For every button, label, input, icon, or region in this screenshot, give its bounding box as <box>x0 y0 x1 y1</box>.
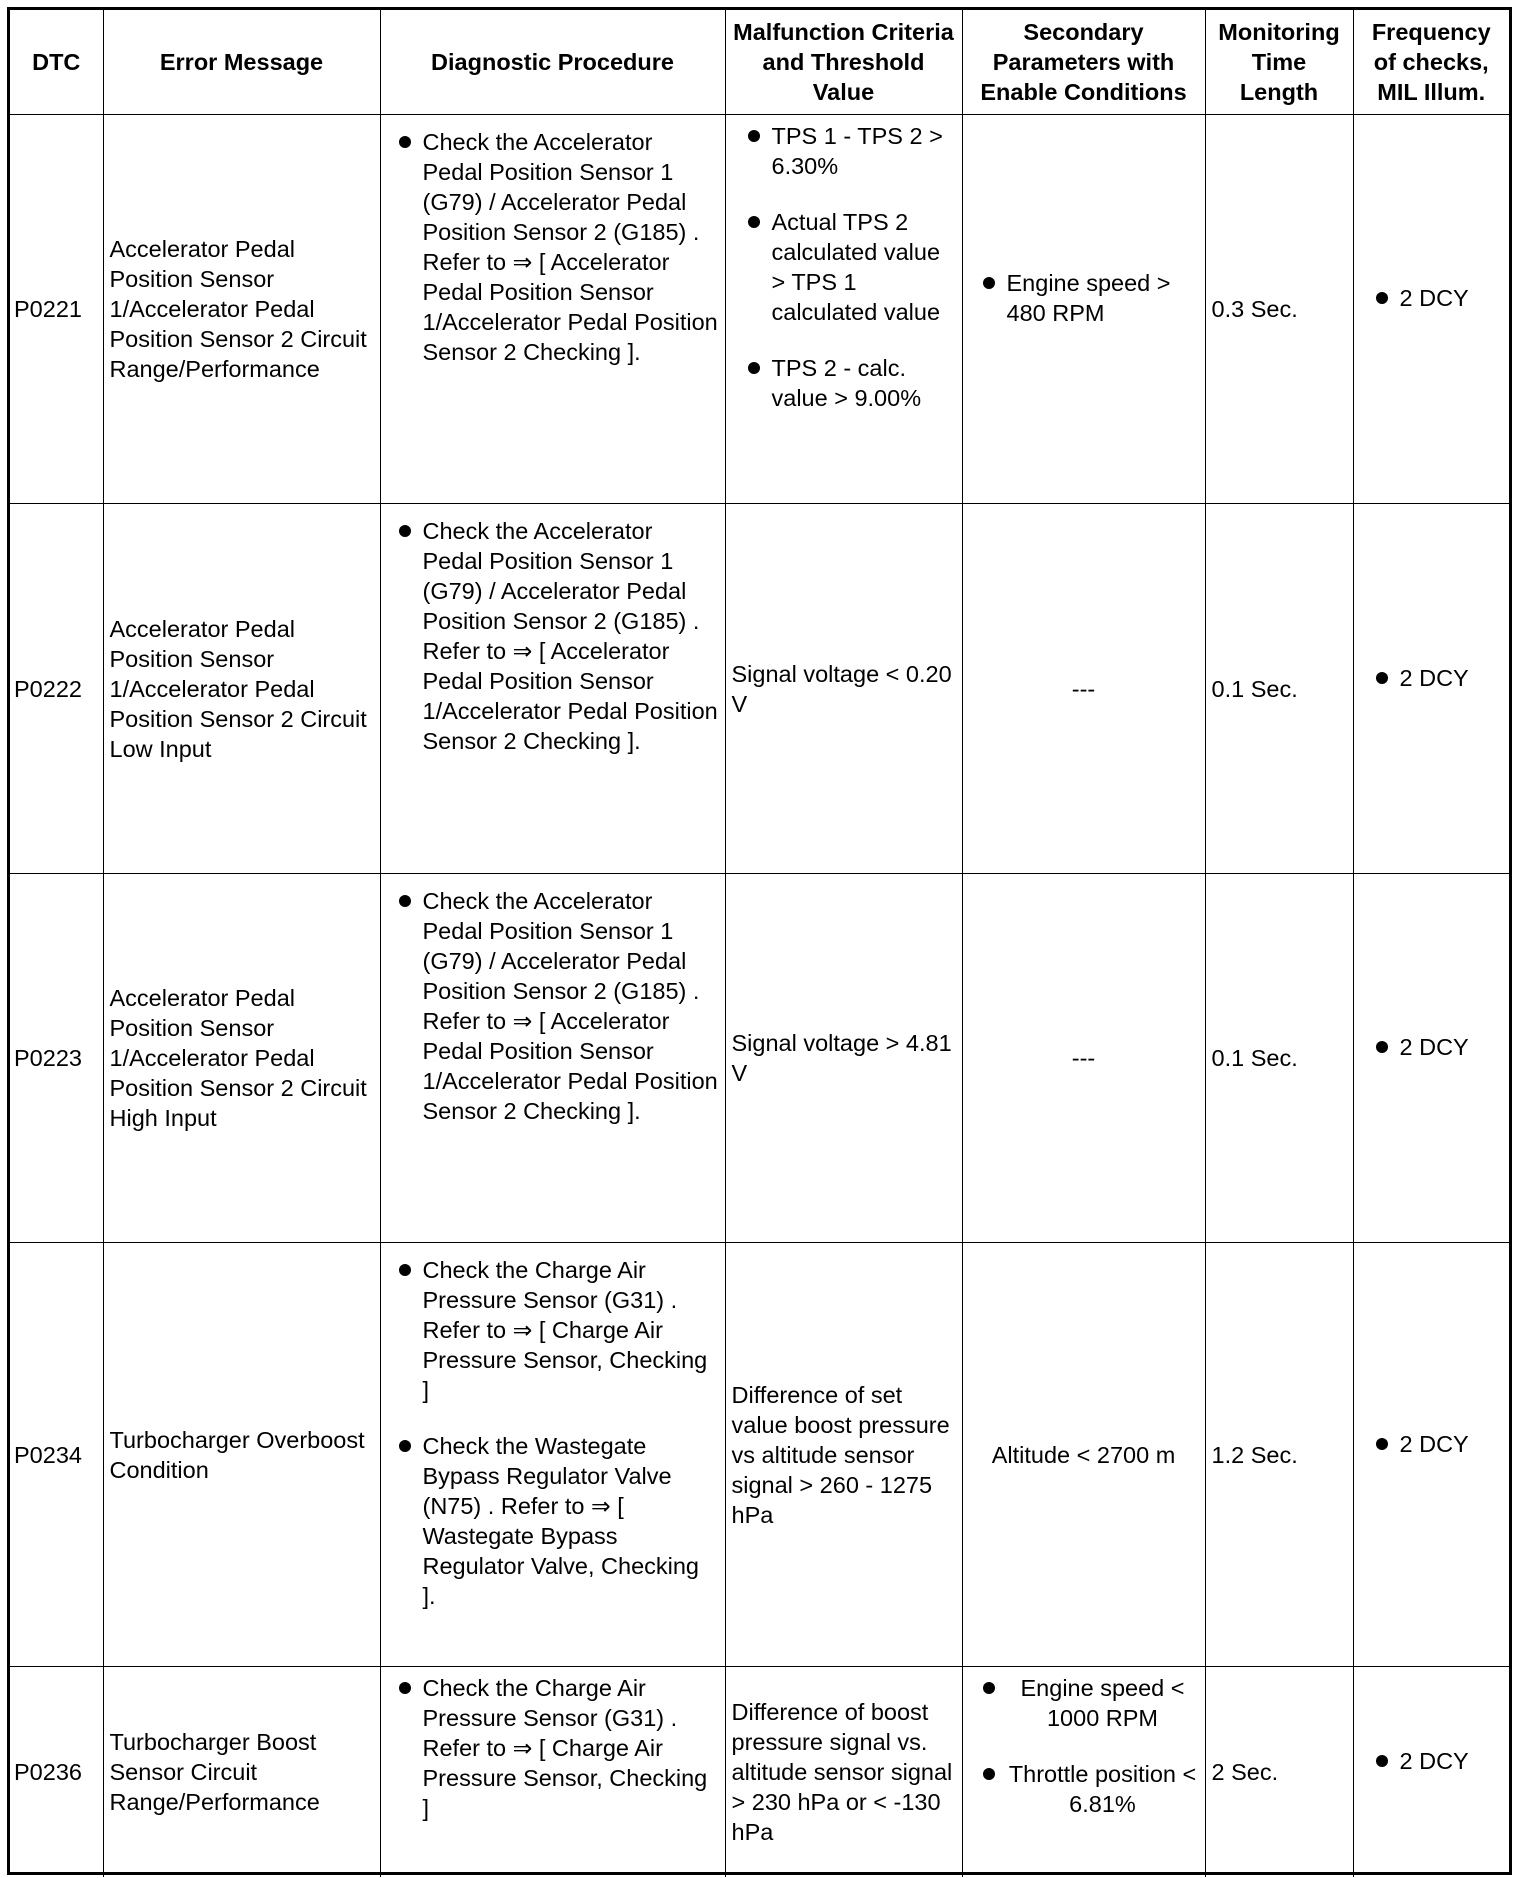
dtc-code: P0236 <box>10 1667 103 1877</box>
dtc-code: P0223 <box>10 874 103 1243</box>
monitoring-time: 0.3 Sec. <box>1205 115 1353 504</box>
malfunction-criteria: Signal voltage < 0.20 V <box>725 504 962 874</box>
frequency-value: 2 DCY <box>1370 663 1504 693</box>
secondary-parameters <box>962 115 1205 504</box>
header-secondary-parameters: Secondary Parameters with Enable Conditions <box>962 10 1205 115</box>
malfunction-criteria <box>725 115 962 504</box>
procedure-step: Check the Wastegate Bypass Regulator Valve (N75) . Refer to ⇒ [ Wastegate Bypass Regulator Valve, Checking ]. <box>393 1431 719 1611</box>
frequency-cell <box>1353 1667 1509 1877</box>
diagnostic-procedure <box>380 1667 725 1877</box>
diagnostic-procedure <box>380 874 725 1243</box>
table-row <box>10 874 1509 1243</box>
procedure-step: Check the Accelerator Pedal Position Sensor 1 (G79) / Accelerator Pedal Position Sensor 2 (G185) . Refer to ⇒ [ Accelerator Pedal Position Sensor 1/Accelerator Pedal Position Sensor 2 Checking ]. <box>393 516 719 756</box>
table-row <box>10 1667 1509 1877</box>
header-diagnostic-procedure: Diagnostic Procedure <box>380 10 725 115</box>
dtc-table-sheet <box>7 7 1512 1875</box>
monitoring-time: 0.1 Sec. <box>1205 874 1353 1243</box>
dtc-code: P0221 <box>10 115 103 504</box>
table-row <box>10 504 1509 874</box>
procedure-step: Check the Charge Air Pressure Sensor (G31) . Refer to ⇒ [ Charge Air Pressure Sensor, Checking ] <box>393 1255 719 1405</box>
error-message: Accelerator Pedal Position Sensor 1/Accelerator Pedal Position Sensor 2 Circuit High Input <box>103 874 380 1243</box>
secondary-parameters <box>962 1667 1205 1877</box>
procedure-step: Check the Charge Air Pressure Sensor (G31) . Refer to ⇒ [ Charge Air Pressure Sensor, Checking ] <box>393 1673 719 1823</box>
diagnostic-procedure <box>380 504 725 874</box>
frequency-cell <box>1353 504 1509 874</box>
error-message: Accelerator Pedal Position Sensor 1/Accelerator Pedal Position Sensor 2 Circuit Range/Performance <box>103 115 380 504</box>
criteria-item: Actual TPS 2 calculated value > TPS 1 calculated value <box>742 207 956 327</box>
criteria-item: TPS 2 - calc. value > 9.00% <box>742 353 956 413</box>
malfunction-criteria: Signal voltage > 4.81 V <box>725 874 962 1243</box>
frequency-value: 2 DCY <box>1370 1429 1504 1459</box>
monitoring-time: 1.2 Sec. <box>1205 1243 1353 1667</box>
malfunction-criteria: Difference of boost pressure signal vs. altitude sensor signal > 230 hPa or < -130 hPa <box>725 1667 962 1877</box>
secondary-item: Engine speed < 1000 RPM <box>977 1673 1199 1733</box>
frequency-cell <box>1353 115 1509 504</box>
procedure-step: Check the Accelerator Pedal Position Sensor 1 (G79) / Accelerator Pedal Position Sensor 2 (G185) . Refer to ⇒ [ Accelerator Pedal Position Sensor 1/Accelerator Pedal Position Sensor 2 Checking ]. <box>393 886 719 1126</box>
secondary-item: Engine speed > 480 RPM <box>977 268 1199 328</box>
procedure-step: Check the Accelerator Pedal Position Sensor 1 (G79) / Accelerator Pedal Position Sensor 2 (G185) . Refer to ⇒ [ Accelerator Pedal Position Sensor 1/Accelerator Pedal Position Sensor 2 Checking ]. <box>393 127 719 367</box>
error-message: Turbocharger Overboost Condition <box>103 1243 380 1667</box>
header-error-message: Error Message <box>103 10 380 115</box>
diagnostic-procedure <box>380 1243 725 1667</box>
frequency-cell <box>1353 874 1509 1243</box>
frequency-value: 2 DCY <box>1370 1746 1504 1776</box>
error-message: Accelerator Pedal Position Sensor 1/Accelerator Pedal Position Sensor 2 Circuit Low Input <box>103 504 380 874</box>
frequency-cell <box>1353 1243 1509 1667</box>
diagnostic-procedure <box>380 115 725 504</box>
secondary-parameters: --- <box>962 504 1205 874</box>
header-frequency: Frequency of checks, MIL Illum. <box>1353 10 1509 115</box>
secondary-parameters: --- <box>962 874 1205 1243</box>
dtc-code: P0234 <box>10 1243 103 1667</box>
monitoring-time: 2 Sec. <box>1205 1667 1353 1877</box>
criteria-item: TPS 1 - TPS 2 > 6.30% <box>742 121 956 181</box>
malfunction-criteria: Difference of set value boost pressure vs altitude sensor signal > 260 - 1275 hPa <box>725 1243 962 1667</box>
error-message: Turbocharger Boost Sensor Circuit Range/Performance <box>103 1667 380 1877</box>
dtc-code: P0222 <box>10 504 103 874</box>
frequency-value: 2 DCY <box>1370 1032 1504 1062</box>
dtc-table <box>10 10 1509 1877</box>
monitoring-time: 0.1 Sec. <box>1205 504 1353 874</box>
frequency-value: 2 DCY <box>1370 283 1504 313</box>
table-row <box>10 115 1509 504</box>
table-row <box>10 1243 1509 1667</box>
secondary-parameters: Altitude < 2700 m <box>962 1243 1205 1667</box>
header-monitoring-time: Monitoring Time Length <box>1205 10 1353 115</box>
header-dtc: DTC <box>10 10 103 115</box>
header-row <box>10 10 1509 115</box>
header-malfunction-criteria: Malfunction Criteria and Threshold Value <box>725 10 962 115</box>
secondary-item: Throttle position < 6.81% <box>977 1759 1199 1819</box>
